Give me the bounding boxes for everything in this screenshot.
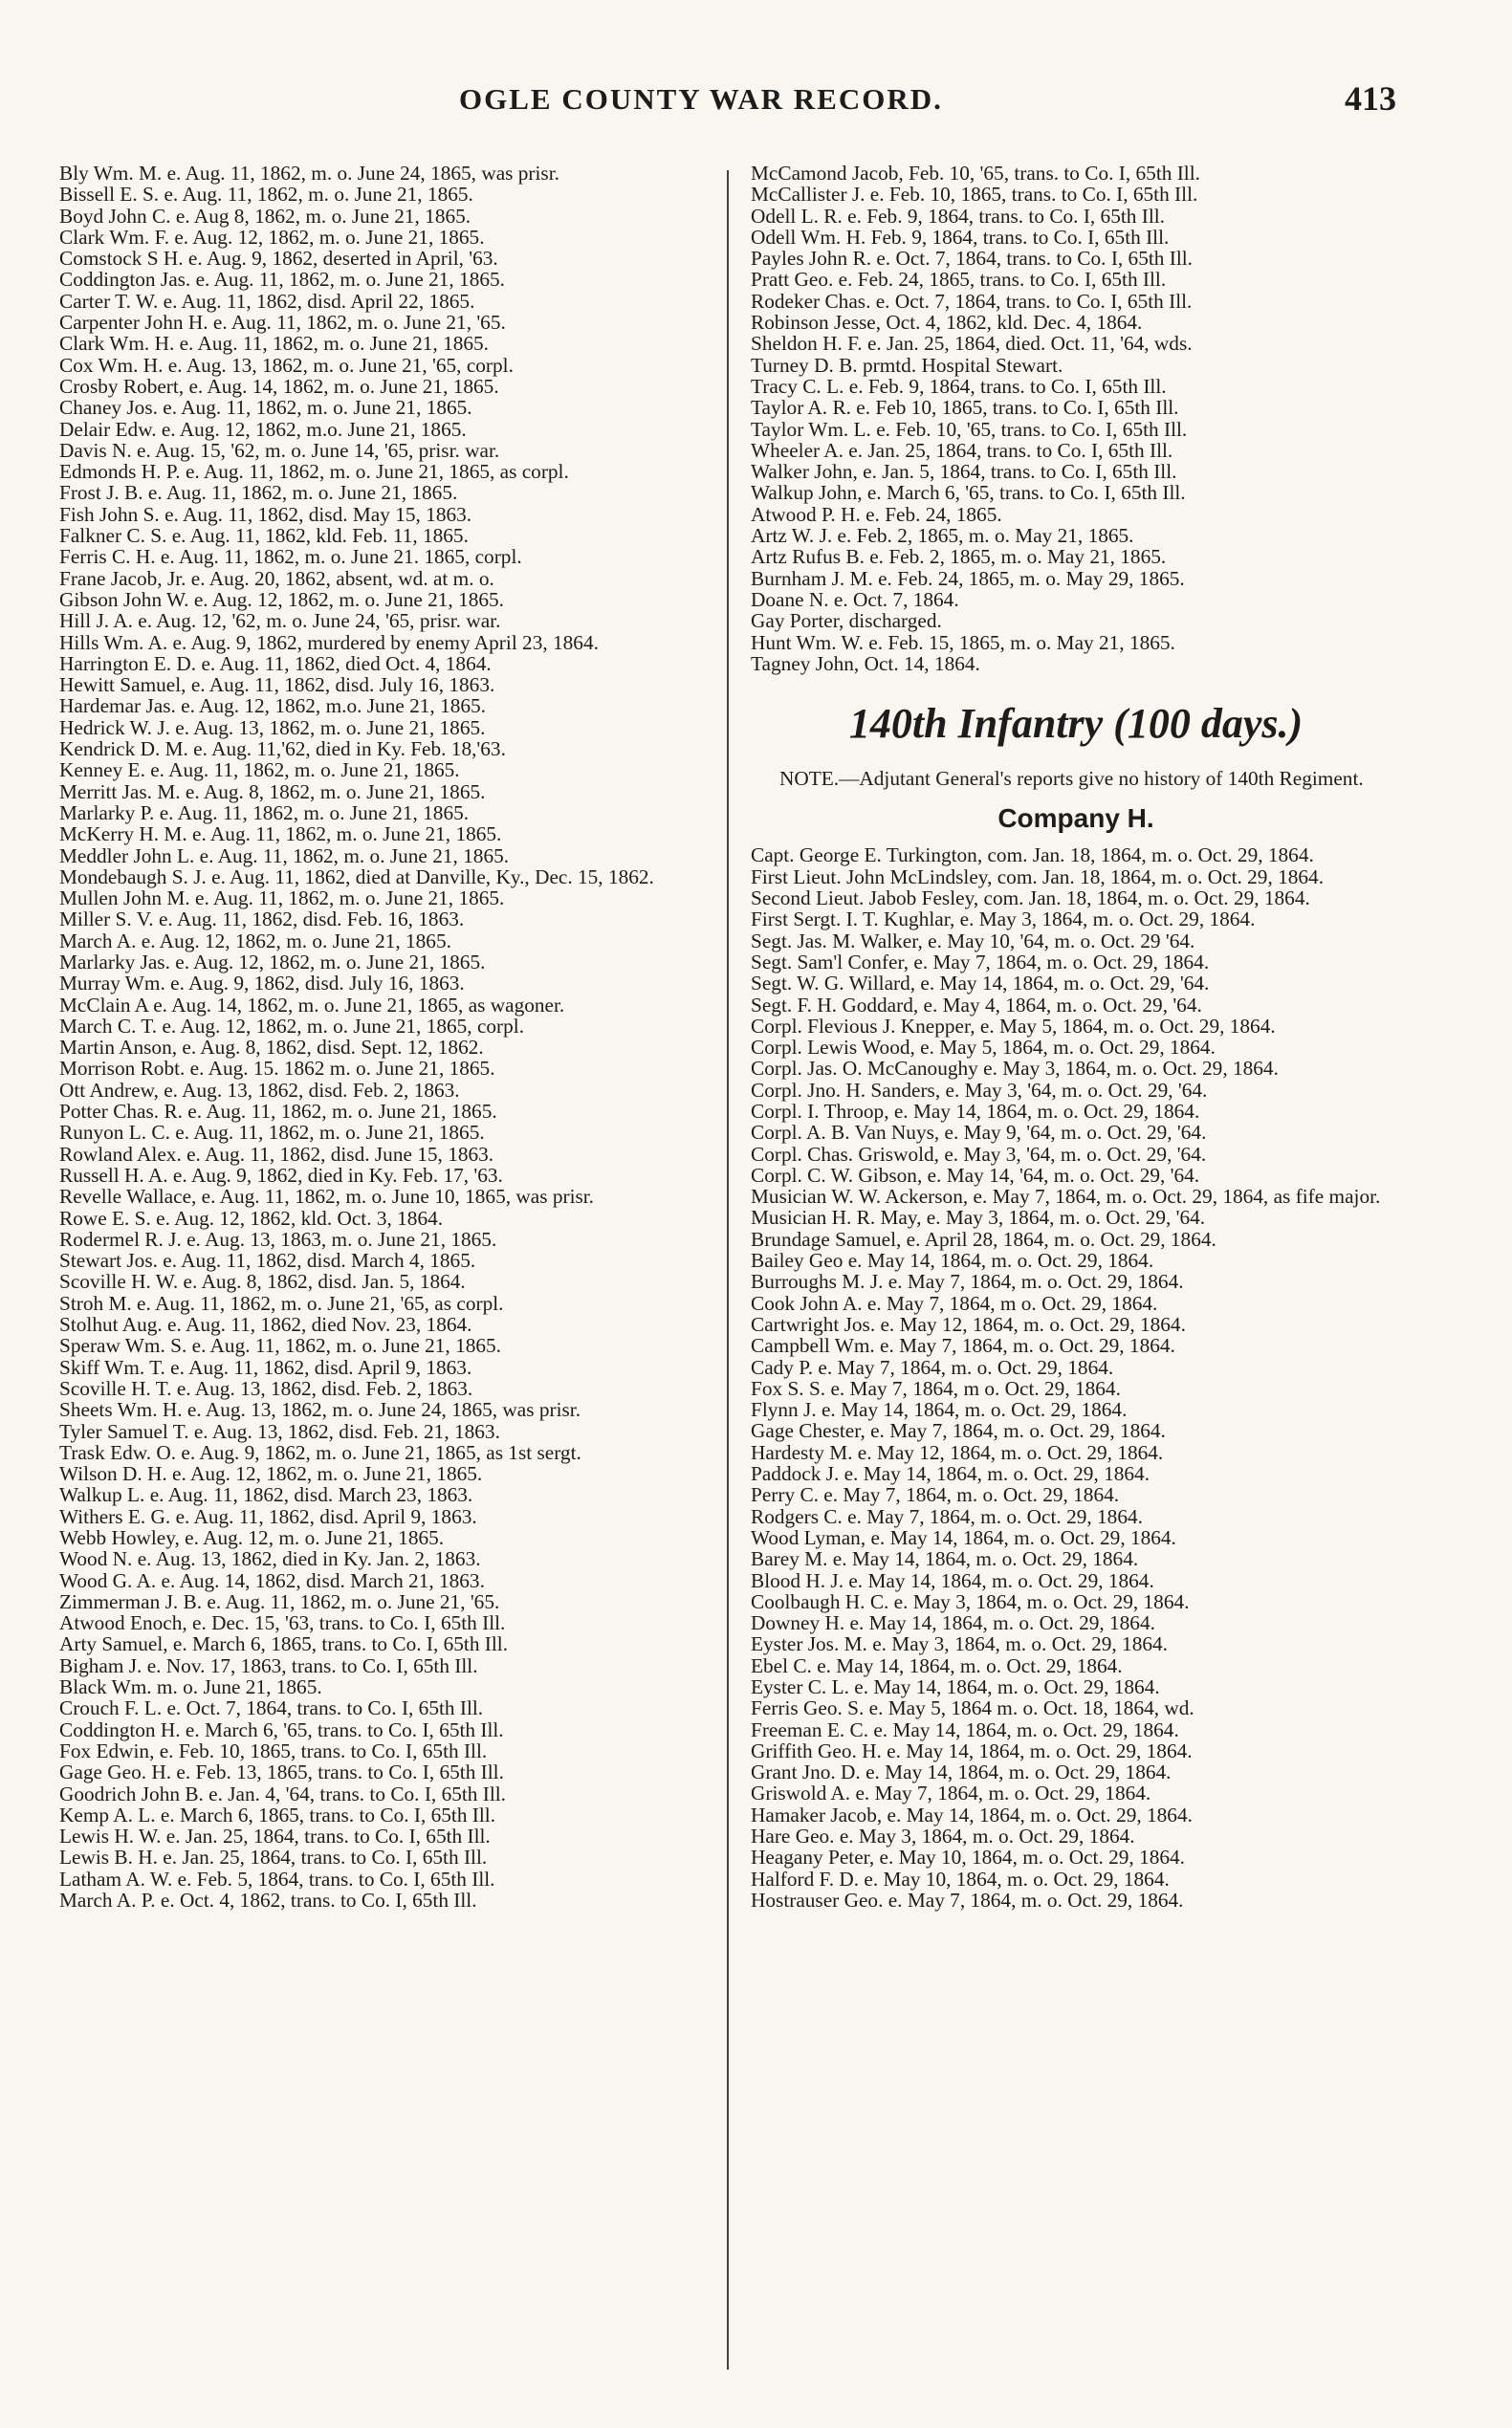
roster-entry: Trask Edw. O. e. Aug. 9, 1862, m. o. June 21, 1865, as 1st sergt. (59, 1440, 581, 1464)
roster-entry: Doane N. e. Oct. 7, 1864. (751, 587, 959, 611)
roster-entry: Coddington Jas. e. Aug. 11, 1862, m. o. June 21, 1865. (59, 268, 505, 292)
roster-entry: Skiff Wm. T. e. Aug. 11, 1862, disd. April 9, 1863. (59, 1355, 472, 1379)
roster-entry: March A. e. Aug. 12, 1862, m. o. June 21, 1865. (59, 929, 451, 952)
roster-entry: Goodrich John B. e. Jan. 4, '64, trans. to Co. I, 65th Ill. (59, 1782, 507, 1805)
roster-entry: McCamond Jacob, Feb. 10, '65, trans. to Co. I, 65th Ill. (751, 162, 1200, 185)
roster-entry: Cartwright Jos. e. May 12, 1864, m. o. Oct. 29, 1864. (751, 1312, 1186, 1336)
roster-entry: Halford F. D. e. May 10, 1864, m. o. Oct. 29, 1864. (751, 1867, 1170, 1891)
roster-entry: First Sergt. I. T. Kughlar, e. May 3, 1864, m. o. Oct. 29, 1864. (751, 908, 1256, 931)
roster-entry: Cady P. e. May 7, 1864, m. o. Oct. 29, 1864. (751, 1355, 1114, 1379)
roster-entry: Kemp A. L. e. March 6, 1865, trans. to Co. I, 65th Ill. (59, 1803, 496, 1826)
roster-entry: Odell Wm. H. Feb. 9, 1864, trans. to Co. I, 65th Ill. (751, 225, 1170, 249)
roster-entry: Black Wm. m. o. June 21, 1865. (59, 1675, 322, 1699)
roster-entry: Tyler Samuel T. e. Aug. 13, 1862, disd. Feb. 21, 1863. (59, 1419, 500, 1443)
roster-entry: Clark Wm. H. e. Aug. 11, 1862, m. o. June 21, 1865. (59, 332, 489, 356)
roster-entry: Eyster Jos. M. e. May 3, 1864, m. o. Oct. 29, 1864. (751, 1632, 1168, 1656)
roster-entry: March C. T. e. Aug. 12, 1862, m. o. June 21, 1865, corpl. (59, 1014, 525, 1038)
roster-entry: Withers E. G. e. Aug. 11, 1862, disd. April 9, 1863. (59, 1504, 477, 1528)
roster-entry: Corpl. Jno. H. Sanders, e. May 3, '64, m. o. Oct. 29, '64. (751, 1078, 1208, 1102)
roster-entry: Clark Wm. F. e. Aug. 12, 1862, m. o. June 21, 1865. (59, 225, 485, 249)
roster-entry: Stolhut Aug. e. Aug. 11, 1862, died Nov. 23, 1864. (59, 1313, 472, 1337)
roster-entry: First Lieut. John McLindsley, com. Jan. 18, 1864, m. o. Oct. 29, 1864. (751, 864, 1325, 888)
roster-entry: Mullen John M. e. Aug. 11, 1862, m. o. June 21, 1865. (59, 886, 505, 910)
roster-entry: Hunt Wm. W. e. Feb. 15, 1865, m. o. May 21, 1865. (751, 630, 1175, 654)
roster-entry: Falkner C. S. e. Aug. 11, 1862, kld. Feb. 11, 1865. (59, 524, 469, 548)
roster-entry: Edmonds H. P. e. Aug. 11, 1862, m. o. June 21, 1865, as corpl. (59, 460, 569, 484)
roster-entry: Capt. George E. Turkington, com. Jan. 18, 1864, m. o. Oct. 29, 1864. (751, 843, 1314, 867)
roster-entry: Flynn J. e. May 14, 1864, m. o. Oct. 29, 1864. (751, 1398, 1128, 1422)
roster-entry: Coddington H. e. March 6, '65, trans. to Co. I, 65th Ill. (59, 1717, 504, 1741)
roster-entry: Blood H. J. e. May 14, 1864, m. o. Oct. 29, 1864. (751, 1568, 1154, 1592)
roster-entry: Segt. Sam'l Confer, e. May 7, 1864, m. o. Oct. 29, 1864. (751, 950, 1210, 973)
roster-entry: Mondebaugh S. J. e. Aug. 11, 1862, died at Danville, Ky., Dec. 15, 1862. (59, 864, 654, 888)
roster-entry: Cox Wm. H. e. Aug. 13, 1862, m. o. June 21, '65, corpl. (59, 353, 514, 377)
roster-entry: Bailey Geo e. May 14, 1864, m. o. Oct. 29, 1864. (751, 1249, 1154, 1273)
roster-entry: Tagney John, Oct. 14, 1864. (751, 651, 980, 675)
roster-entry: Corpl. Lewis Wood, e. May 5, 1864, m. o. Oct. 29, 1864. (751, 1036, 1216, 1060)
roster-entry: Fox S. S. e. May 7, 1864, m o. Oct. 29, 1864. (751, 1376, 1121, 1400)
roster-entry: Gage Geo. H. e. Feb. 13, 1865, trans. to Co. I, 65th Ill. (59, 1761, 504, 1784)
roster-entry: Russell H. A. e. Aug. 9, 1862, died in Ky. Feb. 17, '63. (59, 1163, 503, 1187)
roster-entry: Walkup John, e. March 6, '65, trans. to Co. I, 65th Ill. (751, 481, 1186, 505)
roster-entry: March A. P. e. Oct. 4, 1862, trans. to Co. I, 65th Ill. (59, 1889, 477, 1913)
roster-entry: Frost J. B. e. Aug. 11, 1862, m. o. June 21, 1865. (59, 481, 458, 505)
roster-entry: Hardesty M. e. May 12, 1864, m. o. Oct. 29, 1864. (751, 1440, 1164, 1464)
roster-entry: Ferris C. H. e. Aug. 11, 1862, m. o. June 21. 1865, corpl. (59, 545, 522, 569)
roster-entry: Ott Andrew, e. Aug. 13, 1862, disd. Feb. 2, 1863. (59, 1078, 460, 1102)
transferred-list (751, 163, 1401, 674)
roster-entry: Crouch F. L. e. Oct. 7, 1864, trans. to Co. I, 65th Ill. (59, 1696, 484, 1720)
roster-entry: Carter T. W. e. Aug. 11, 1862, disd. April 22, 1865. (59, 289, 475, 313)
roster-entry: Wilson D. H. e. Aug. 12, 1862, m. o. June 21, 1865. (59, 1462, 483, 1486)
roster-entry: Speraw Wm. S. e. Aug. 11, 1862, m. o. June 21, 1865. (59, 1334, 502, 1358)
left-column (59, 163, 702, 1911)
right-column (751, 163, 1401, 1911)
roster-entry: Griffith Geo. H. e. May 14, 1864, m. o. Oct. 29, 1864. (751, 1739, 1193, 1762)
roster-entry: Martin Anson, e. Aug. 8, 1862, disd. Sept. 12, 1862. (59, 1036, 484, 1060)
roster-entry: Rodermel R. J. e. Aug. 13, 1863, m. o. June 21, 1865. (59, 1227, 497, 1251)
roster-entry: Scoville H. T. e. Aug. 13, 1862, disd. Feb. 2, 1863. (59, 1376, 473, 1400)
roster-entry: Eyster C. L. e. May 14, 1864, m. o. Oct. 29, 1864. (751, 1675, 1160, 1698)
roster-entry: Burnham J. M. e. Feb. 24, 1865, m. o. May 29, 1865. (751, 566, 1185, 590)
roster-entry: Sheldon H. F. e. Jan. 25, 1864, died. Oct. 11, '64, wds. (751, 332, 1193, 356)
roster-entry: Gay Porter, discharged. (751, 609, 942, 633)
roster-entry: Taylor A. R. e. Feb 10, 1865, trans. to Co. I, 65th Ill. (751, 396, 1179, 420)
roster-entry: Frane Jacob, Jr. e. Aug. 20, 1862, absent, wd. at m. o. (59, 566, 494, 590)
roster-entry: Lewis H. W. e. Jan. 25, 1864, trans. to Co. I, 65th Ill. (59, 1825, 491, 1848)
column-divider (727, 170, 729, 2370)
roster-entry: Murray Wm. e. Aug. 9, 1862, disd. July 16, 1863. (59, 972, 465, 995)
roster-entry: Brundage Samuel, e. April 28, 1864, m. o. Oct. 29, 1864. (751, 1227, 1216, 1251)
roster-entry: Downey H. e. May 14, 1864, m. o. Oct. 29, 1864. (751, 1611, 1155, 1635)
roster-entry: Stroh M. e. Aug. 11, 1862, m. o. June 21, '65, as corpl. (59, 1291, 504, 1315)
roster-entry: Paddock J. e. May 14, 1864, m. o. Oct. 29, 1864. (751, 1462, 1150, 1486)
roster-entry: Delair Edw. e. Aug. 12, 1862, m.o. June 21, 1865. (59, 417, 467, 441)
roster-entry: Pratt Geo. e. Feb. 24, 1865, trans. to Co. I, 65th Ill. (751, 268, 1167, 292)
page-header (57, 79, 1396, 130)
roster-entry: Hostrauser Geo. e. May 7, 1864, m. o. Oct. 29, 1864. (751, 1888, 1184, 1912)
roster-entry: Fox Edwin, e. Feb. 10, 1865, trans. to Co. I, 65th Ill. (59, 1739, 488, 1762)
roster-entry: Freeman E. C. e. May 14, 1864, m. o. Oct. 29, 1864. (751, 1717, 1179, 1741)
roster-entry: Gibson John W. e. Aug. 12, 1862, m. o. June 21, 1865. (59, 587, 504, 611)
roster-entry: Harrington E. D. e. Aug. 11, 1862, died Oct. 4, 1864. (59, 651, 492, 675)
roster-entry: Chaney Jos. e. Aug. 11, 1862, m. o. June 21, 1865. (59, 396, 472, 420)
roster-entry: Ebel C. e. May 14, 1864, m. o. Oct. 29, 1864. (751, 1653, 1123, 1677)
roster-entry: Marlarky P. e. Aug. 11, 1862, m. o. June 21, 1865. (59, 800, 470, 824)
roster-entry: Corpl. C. W. Gibson, e. May 14, '64, m. o. Oct. 29, '64. (751, 1163, 1200, 1187)
roster-entry: Wood Lyman, e. May 14, 1864, m. o. Oct. 29, 1864. (751, 1525, 1176, 1549)
roster-entry: Kendrick D. M. e. Aug. 11,'62, died in Ky. Feb. 18,'63. (59, 737, 506, 761)
roster-entry: Perry C. e. May 7, 1864, m. o. Oct. 29, 1864. (751, 1483, 1120, 1507)
roster-entry: Corpl. I. Throop, e. May 14, 1864, m. o. Oct. 29, 1864. (751, 1099, 1200, 1123)
roster-entry: Boyd John C. e. Aug 8, 1862, m. o. June 21, 1865. (59, 204, 471, 228)
roster-entry: Griswold A. e. May 7, 1864, m. o. Oct. 29, 1864. (751, 1782, 1151, 1805)
section-title: 140th Infantry (100 days.) (848, 700, 1304, 748)
roster-entry: Hills Wm. A. e. Aug. 9, 1862, murdered by enemy April 23, 1864. (59, 630, 599, 654)
roster-entry: Stewart Jos. e. Aug. 11, 1862, disd. March 4, 1865. (59, 1249, 476, 1273)
roster-entry: Segt. F. H. Goddard, e. May 4, 1864, m. o. Oct. 29, '64. (751, 993, 1202, 1017)
roster-entry: Coolbaugh H. C. e. May 3, 1864, m. o. Oct. 29, 1864. (751, 1589, 1190, 1613)
roster-entry: Rodeker Chas. e. Oct. 7, 1864, trans. to Co. I, 65th Ill. (751, 289, 1193, 313)
roster-entry: Morrison Robt. e. Aug. 15. 1862 m. o. June 21, 1865. (59, 1057, 495, 1081)
roster-entry: Merritt Jas. M. e. Aug. 8, 1862, m. o. June 21, 1865. (59, 779, 486, 803)
roster-entry: Segt. W. G. Willard, e. May 14, 1864, m. o. Oct. 29, '64. (751, 972, 1210, 995)
roster-entry: Carpenter John H. e. Aug. 11, 1862, m. o. June 21, '65. (59, 311, 506, 335)
roster-entry: Fish John S. e. Aug. 11, 1862, disd. May 15, 1863. (59, 502, 472, 526)
roster-entry: Marlarky Jas. e. Aug. 12, 1862, m. o. June 21, 1865. (59, 950, 486, 973)
roster-entry: Hedrick W. J. e. Aug. 13, 1862, m. o. June 21, 1865. (59, 715, 486, 739)
roster-entry: Odell L. R. e. Feb. 9, 1864, trans. to Co. I, 65th Ill. (751, 204, 1165, 228)
roster-entry: Musician W. W. Ackerson, e. May 7, 1864, m. o. Oct. 29, 1864, as fife major. (751, 1185, 1381, 1209)
roster-entry: Corpl. Chas. Griswold, e. May 3, '64, m. o. Oct. 29, '64. (751, 1142, 1207, 1166)
roster-entry: Lewis B. H. e. Jan. 25, 1864, trans. to Co. I, 65th Ill. (59, 1846, 488, 1870)
roster-entry: Bigham J. e. Nov. 17, 1863, trans. to Co. I, 65th Ill. (59, 1653, 478, 1677)
roster-entry: McCallister J. e. Feb. 10, 1865, trans. to Co. I, 65th Ill. (751, 183, 1198, 207)
section-note: NOTE.—Adjutant General's reports give no history of 140th Regiment. (779, 767, 1364, 791)
roster-entry: Walkup L. e. Aug. 11, 1862, disd. March 23, 1863. (59, 1483, 473, 1507)
roster-entry: Arty Samuel, e. March 6, 1865, trans. to Co. I, 65th Ill. (59, 1632, 509, 1656)
roster-entry: Campbell Wm. e. May 7, 1864, m. o. Oct. 29, 1864. (751, 1334, 1175, 1358)
roster-entry: Heagany Peter, e. May 10, 1864, m. o. Oct. 29, 1864. (751, 1846, 1185, 1870)
roster-entry: Artz W. J. e. Feb. 2, 1865, m. o. May 21, 1865. (751, 524, 1134, 548)
roster-entry: Latham A. W. e. Feb. 5, 1864, trans. to Co. I, 65th Ill. (59, 1867, 495, 1891)
roster-entry: Kenney E. e. Aug. 11, 1862, m. o. June 21, 1865. (59, 758, 460, 782)
roster-entry: McClain A e. Aug. 14, 1862, m. o. June 21, 1865, as wagoner. (59, 993, 565, 1017)
roster-entry: Scoville H. W. e. Aug. 8, 1862, disd. Jan. 5, 1864. (59, 1270, 466, 1294)
roster-entry: Hare Geo. e. May 3, 1864, m. o. Oct. 29, 1864. (751, 1825, 1135, 1848)
roster-entry: Atwood Enoch, e. Dec. 15, '63, trans. to Co. I, 65th Ill. (59, 1611, 506, 1635)
roster-entry: Corpl. Jas. O. McCanoughy e. May 3, 1864, m. o. Oct. 29, 1864. (751, 1057, 1279, 1081)
roster-entry: Revelle Wallace, e. Aug. 11, 1862, m. o. June 10, 1865, was prisr. (59, 1185, 595, 1209)
company-heading: Company H. (997, 803, 1154, 834)
page-number: 413 (1345, 79, 1396, 118)
roster-entry: Corpl. Flevious J. Knepper, e. May 5, 1864, m. o. Oct. 29, 1864. (751, 1014, 1276, 1038)
roster-entry: Hardemar Jas. e. Aug. 12, 1862, m.o. June 21, 1865. (59, 694, 486, 718)
roster-entry: Rodgers C. e. May 7, 1864, m. o. Oct. 29, 1864. (751, 1504, 1143, 1528)
roster-entry: Robinson Jesse, Oct. 4, 1862, kld. Dec. 4, 1864. (751, 311, 1143, 335)
company-roster (751, 844, 1401, 1911)
roster-entry: Webb Howley, e. Aug. 12, m. o. June 21, 1865. (59, 1526, 445, 1549)
roster-entry: Zimmerman J. B. e. Aug. 11, 1862, m. o. June 21, '65. (59, 1589, 500, 1613)
roster-entry: Grant Jno. D. e. May 14, 1864, m. o. Oct. 29, 1864. (751, 1761, 1172, 1784)
roster-entry: Potter Chas. R. e. Aug. 11, 1862, m. o. June 21, 1865. (59, 1100, 497, 1124)
roster-entry: Payles John R. e. Oct. 7, 1864, trans. to Co. I, 65th Ill. (751, 247, 1193, 271)
roster-entry: Segt. Jas. M. Walker, e. May 10, '64, m. o. Oct. 29 '64. (751, 929, 1195, 952)
roster-entry: Corpl. A. B. Van Nuys, e. May 9, '64, m. o. Oct. 29, '64. (751, 1121, 1207, 1145)
roster-entry: Meddler John L. e. Aug. 11, 1862, m. o. June 21, 1865. (59, 843, 510, 867)
roster-entry: Hamaker Jacob, e. May 14, 1864, m. o. Oct. 29, 1864. (751, 1803, 1193, 1826)
roster-entry: Hill J. A. e. Aug. 12, '62, m. o. June 24, '65, prisr. war. (59, 609, 501, 633)
running-title: OGLE COUNTY WAR RECORD. (459, 82, 943, 116)
roster-entry: Davis N. e. Aug. 15, '62, m. o. June 14, '65, prisr. war. (59, 438, 500, 462)
roster-entry: Bly Wm. M. e. Aug. 11, 1862, m. o. June 24, 1865, was prisr. (59, 162, 559, 185)
roster-entry: Comstock S H. e. Aug. 9, 1862, deserted in April, '63. (59, 247, 498, 271)
roster-entry: Barey M. e. May 14, 1864, m. o. Oct. 29, 1864. (751, 1547, 1139, 1571)
roster-entry: Taylor Wm. L. e. Feb. 10, '65, trans. to Co. I, 65th Ill. (751, 417, 1188, 441)
roster-entry: Wood G. A. e. Aug. 14, 1862, disd. March 21, 1863. (59, 1568, 485, 1592)
roster-entry: Turney D. B. prmtd. Hospital Stewart. (751, 353, 1063, 377)
roster-entry: Rowland Alex. e. Aug. 11, 1862, disd. June 15, 1863. (59, 1142, 494, 1166)
roster-entry: Wheeler A. e. Jan. 25, 1864, trans. to Co. I, 65th Ill. (751, 438, 1173, 462)
roster-entry: Burroughs M. J. e. May 7, 1864, m. o. Oct. 29, 1864. (751, 1270, 1184, 1294)
roster-entry: Musician H. R. May, e. May 3, 1864, m. o. Oct. 29, '64. (751, 1206, 1206, 1230)
roster-entry: Crosby Robert, e. Aug. 14, 1862, m. o. June 21, 1865. (59, 374, 499, 398)
roster-entry: Runyon L. C. e. Aug. 11, 1862, m. o. June 21, 1865. (59, 1121, 485, 1145)
roster-entry: Sheets Wm. H. e. Aug. 13, 1862, m. o. June 24, 1865, was prisr. (59, 1398, 581, 1422)
roster-entry: Bissell E. S. e. Aug. 11, 1862, m. o. June 21, 1865. (59, 183, 473, 207)
roster-entry: Gage Chester, e. May 7, 1864, m. o. Oct. 29, 1864. (751, 1419, 1166, 1443)
roster-entry: McKerry H. M. e. Aug. 11, 1862, m. o. June 21, 1865. (59, 822, 502, 846)
roster-entry: Atwood P. H. e. Feb. 24, 1865. (751, 502, 1002, 526)
roster-entry: Ferris Geo. S. e. May 5, 1864 m. o. Oct. 18, 1864, wd. (751, 1696, 1194, 1720)
roster-entry: Tracy C. L. e. Feb. 9, 1864, trans. to Co. I, 65th Ill. (751, 374, 1167, 398)
roster-entry: Hewitt Samuel, e. Aug. 11, 1862, disd. July 16, 1863. (59, 673, 495, 697)
roster-entry: Artz Rufus B. e. Feb. 2, 1865, m. o. May 21, 1865. (751, 545, 1167, 569)
roster-entry: Second Lieut. Jabob Fesley, com. Jan. 18, 1864, m. o. Oct. 29, 1864. (751, 886, 1310, 910)
roster-entry: Cook John A. e. May 7, 1864, m o. Oct. 29, 1864. (751, 1291, 1158, 1315)
roster-entry: Wood N. e. Aug. 13, 1862, died in Ky. Jan. 2, 1863. (59, 1547, 481, 1571)
roster-entry: Miller S. V. e. Aug. 11, 1862, disd. Feb. 16, 1863. (59, 908, 465, 931)
roster-entry: Rowe E. S. e. Aug. 12, 1862, kld. Oct. 3, 1864. (59, 1206, 444, 1230)
roster-entry: Walker John, e. Jan. 5, 1864, trans. to Co. I, 65th Ill. (751, 460, 1177, 484)
